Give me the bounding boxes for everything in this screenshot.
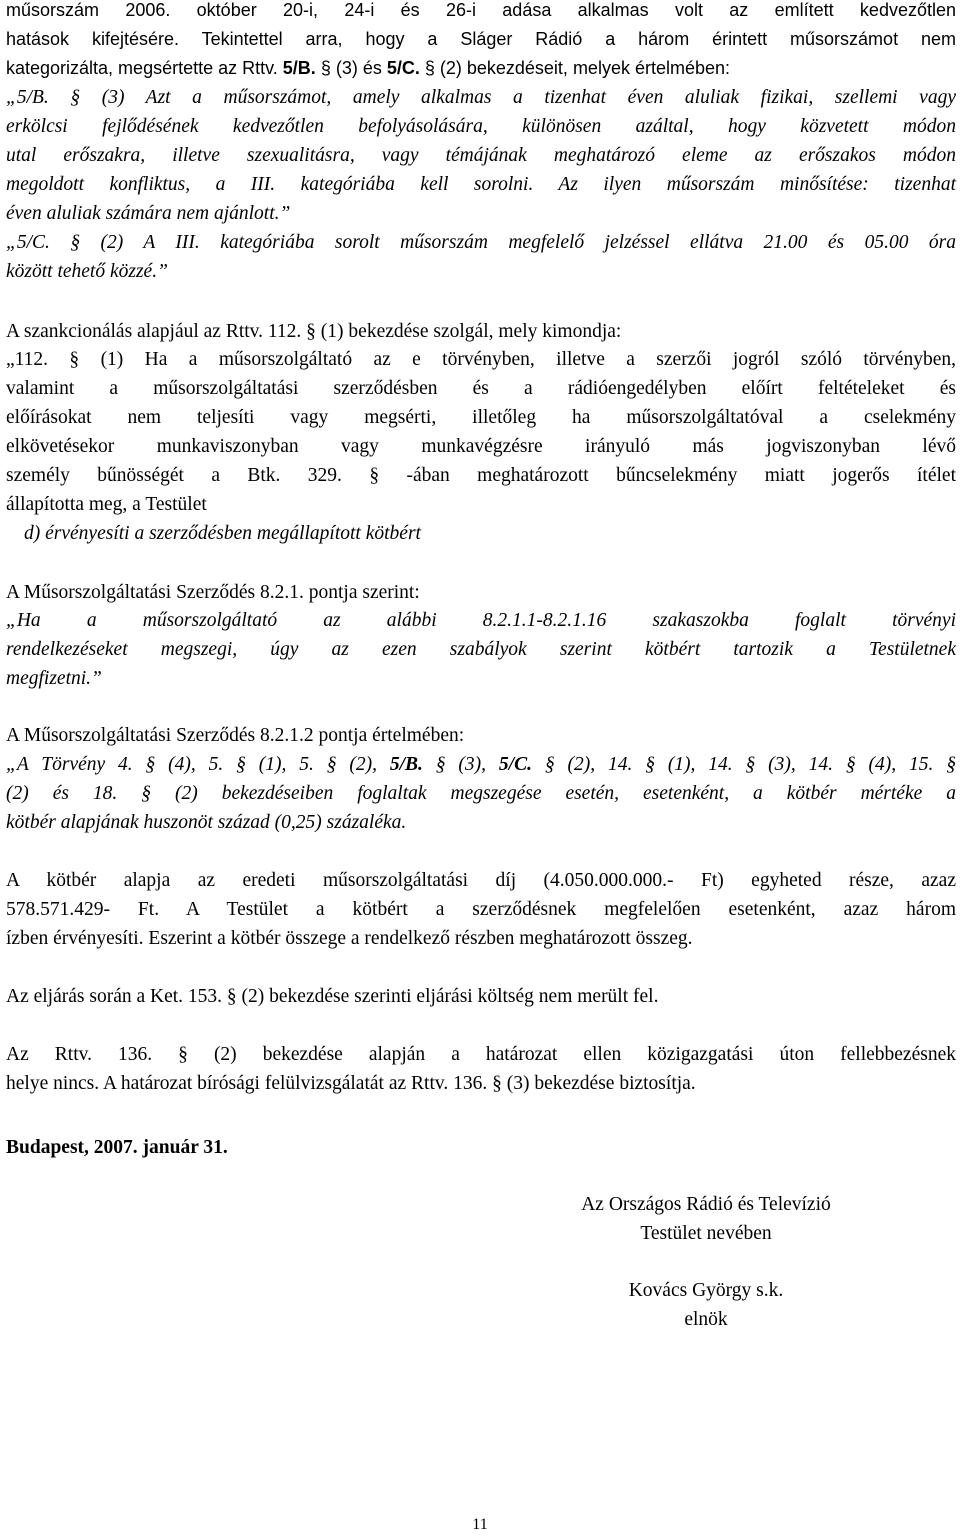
quote-line: „5/B. § (3) Azt a műsorszámot, amely alkalmas a tizenhat éven aluliak fizikai, szellemi vagy (6, 87, 956, 108)
signature-org-line: Az Országos Rádió és Televízió (581, 1194, 831, 1215)
text-run: § (2), 14. § (1), 14. § (3), 14. § (4), 15. § (531, 754, 956, 775)
text-run: § (3), (422, 754, 499, 775)
quote-line: utal erőszakra, illetve szexualitásra, vagy témájának meghatározó eleme az erőszakos módon (6, 145, 956, 166)
paragraph-line: helye nincs. A határozat bírósági felülvizsgálatát az Rttv. 136. § (3) bekezdése biztosítja. (6, 1073, 696, 1094)
text-run: kategorizálta, megsértette az Rttv. (6, 58, 283, 78)
paragraph-line: ízben érvényesíti. Eszerint a kötbér összege a rendelkező részben meghatározott összeg. (6, 928, 693, 949)
quote-line (6, 750, 956, 779)
section-ref: 5/C. (386, 58, 420, 78)
paragraph-line: elkövetésekor munkaviszonyban vagy munkavégzésre irányuló más jogviszonyban lévő (6, 436, 956, 457)
paragraph-line: valamint a műsorszolgáltatási szerződésben és a rádióengedélyben előírt feltételeket és (6, 378, 956, 399)
paragraph-line: A szankcionálás alapjául az Rttv. 112. § (1) bekezdése szolgál, mely kimondja: (6, 321, 622, 342)
quote-line: „Ha a műsorszolgáltató az alábbi 8.2.1.1-8.2.1.16 szakaszokba foglalt törvényi (6, 610, 956, 631)
quote-line: megfizetni.” (6, 668, 102, 689)
paragraph-line: állapította meg, a Testület (6, 494, 207, 515)
paragraph-line: „112. § (1) Ha a műsorszolgáltató az e törvényben, illetve a szerzői jogról szóló törvényben, (6, 349, 956, 370)
page-number: 11 (472, 1516, 488, 1533)
paragraph-line: Az eljárás során a Ket. 153. § (2) bekezdése szerinti eljárási költség nem merült fel. (6, 986, 659, 1007)
quote-line: éven aluliak számára nem ajánlott.” (6, 203, 291, 224)
text-run: § (3) és (315, 58, 387, 78)
quote-line: kötbér alapjának huszonöt század (0,25) százaléka. (6, 812, 407, 833)
paragraph-line: A Műsorszolgáltatási Szerződés 8.2.1. pontja szerint: (6, 582, 420, 603)
paragraph-line: hatások kifejtésére. Tekintettel arra, hogy a Sláger Rádió a három érintett műsorszámot nem (6, 29, 956, 49)
paragraph-line: A kötbér alapja az eredeti műsorszolgáltatási díj (4.050.000.000.- Ft) egyheted része, azaz (6, 870, 956, 891)
text-run: „A Törvény 4. § (4), 5. § (1), 5. § (2), (6, 754, 390, 775)
section-ref: 5/C. (498, 754, 532, 775)
quote-line: d) érvényesíti a szerződésben megállapított kötbért (24, 523, 421, 544)
signature-org-line: Testület nevében (640, 1223, 772, 1244)
section-ref: 5/B. (282, 58, 316, 78)
paragraph-line: előírásokat nem teljesíti vagy megsérti, illetőleg ha műsorszolgáltatóval a cselekmény (6, 407, 956, 428)
paragraph-line: A Műsorszolgáltatási Szerződés 8.2.1.2 pontja értelmében: (6, 725, 465, 746)
paragraph-line (6, 54, 956, 83)
quote-line: „5/C. § (2) A III. kategóriába sorolt műsorszám megfelelő jelzéssel ellátva 21.00 és 05.00 óra (6, 232, 956, 253)
signature-role: elnök (684, 1309, 728, 1330)
quote-line: rendelkezéseket megszegi, úgy az ezen szabályok szerint kötbért tartozik a Testületnek (6, 639, 956, 660)
date-line: Budapest, 2007. január 31. (6, 1137, 228, 1158)
quote-line: megoldott konfliktus, a III. kategóriába kell sorolni. Az ilyen műsorszám minősítése: tizenhat (6, 174, 956, 195)
quote-line: között tehető közzé.” (6, 261, 168, 282)
quote-line: erkölcsi fejlődésének kedvezőtlen befolyásolására, különösen azáltal, hogy közvetett módon (6, 116, 956, 137)
quote-line: (2) és 18. § (2) bekezdéseiben foglaltak megszegése esetén, esetenként, a kötbér mértéke a (6, 783, 956, 804)
paragraph-line: műsorszám 2006. október 20-i, 24-i és 26-i adása alkalmas volt az említett kedvezőtlen (6, 0, 956, 20)
text-run: § (2) bekezdéseit, melyek értelmében: (419, 58, 731, 78)
section-ref: 5/B. (389, 754, 423, 775)
paragraph-line: személy bűnösségét a Btk. 329. § -ában meghatározott bűncselekmény miatt jogerős ítélet (6, 465, 956, 486)
signature-name: Kovács György s.k. (628, 1280, 784, 1301)
paragraph-line: 578.571.429- Ft. A Testület a kötbért a szerződésnek megfelelően esetenként, azaz három (6, 899, 956, 920)
paragraph-line: Az Rttv. 136. § (2) bekezdése alapján a határozat ellen közigazgatási úton fellebbezésnek (6, 1044, 956, 1065)
